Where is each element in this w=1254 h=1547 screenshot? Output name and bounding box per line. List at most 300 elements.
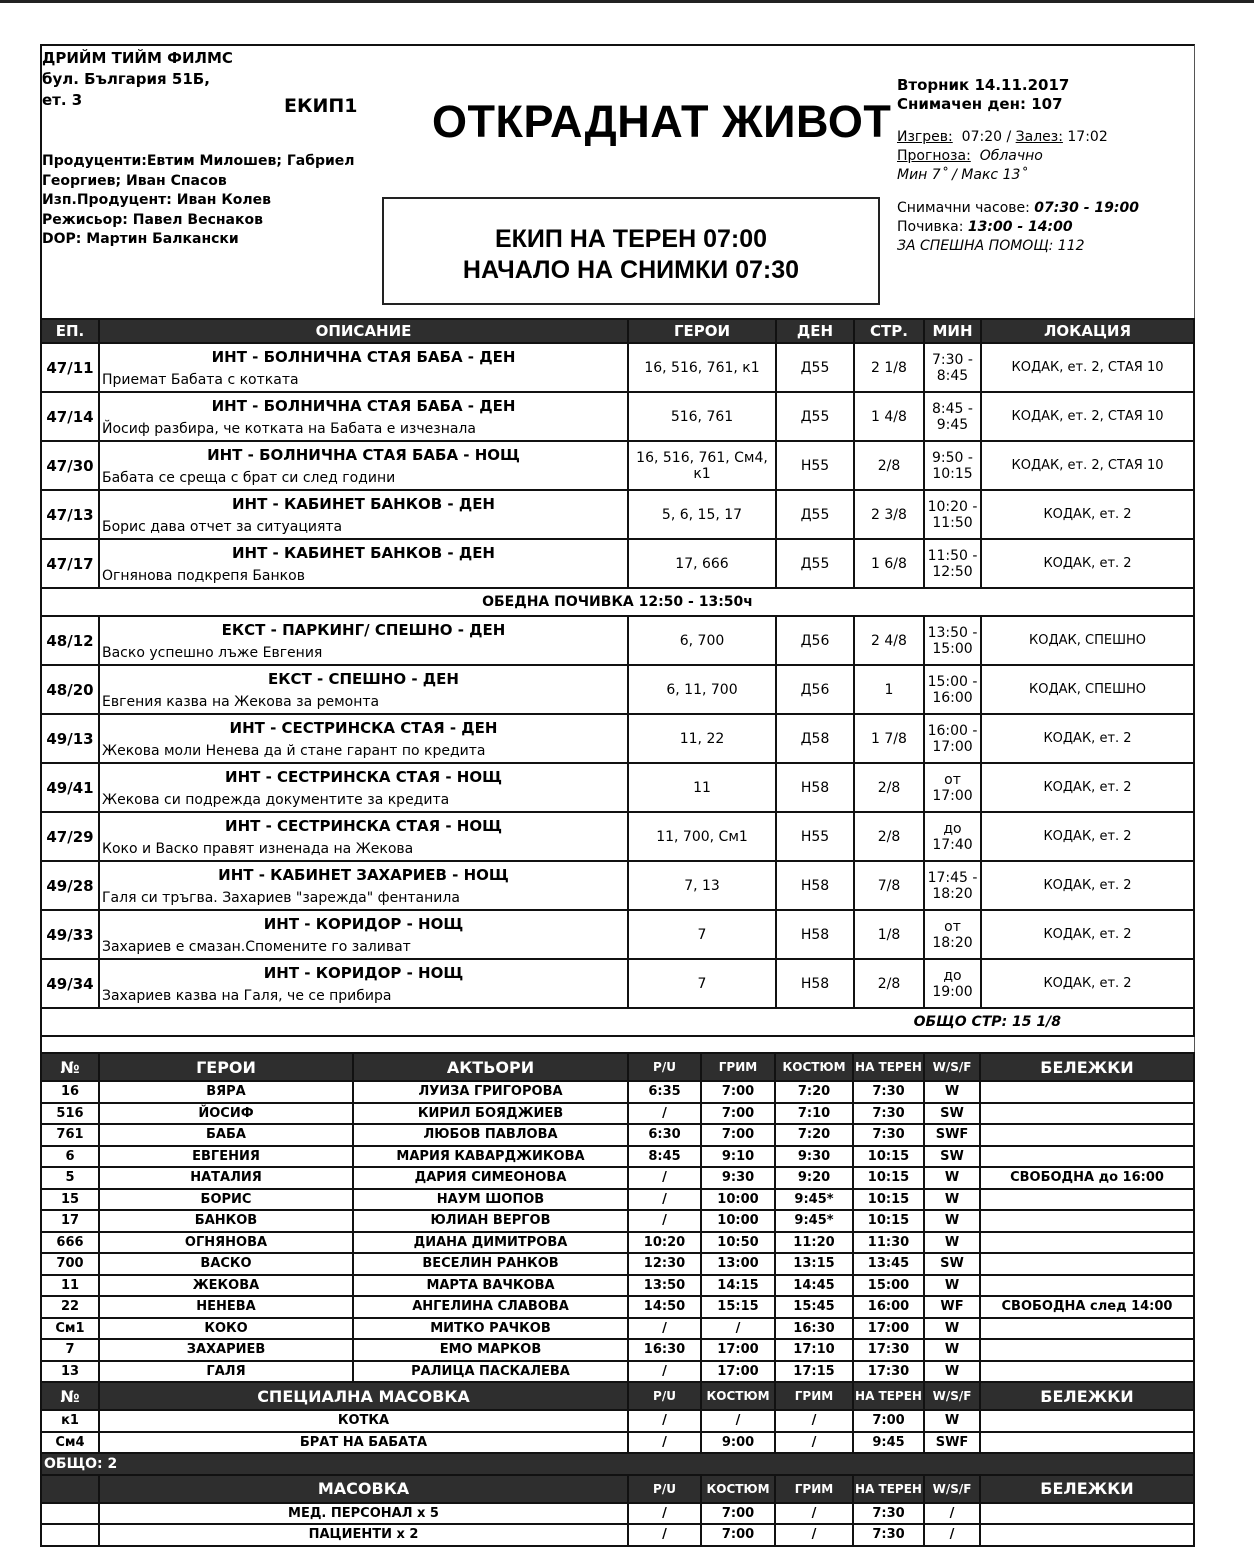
scene-row [41, 665, 1194, 714]
story-day: Д55 [776, 539, 854, 588]
special-extra-row [41, 1410, 1194, 1432]
lunch-break-label: ОБЕДНА ПОЧИВКА 12:50 - 13:50ч [41, 588, 1194, 616]
table-cell: SW [924, 1253, 980, 1275]
table-cell: 6:30 [628, 1124, 701, 1146]
column-header: НА ТЕРЕН [853, 1382, 924, 1410]
table-cell: W [924, 1232, 980, 1254]
table-cell: 9:45 [853, 1432, 924, 1454]
table-cell: 13:15 [775, 1253, 853, 1275]
table-cell: НАТАЛИЯ [99, 1167, 353, 1189]
scene-location: КОДАК, ет. 2 [981, 763, 1194, 812]
scene-time: 16:00 - 17:00 [924, 714, 981, 763]
cast-table [40, 1052, 1195, 1547]
scene-description [99, 714, 628, 763]
call-time-box [382, 197, 880, 305]
table-cell: / [628, 1210, 701, 1232]
cast-row [41, 1275, 1194, 1297]
scene-slugline: ИНТ - КАБИНЕТ БАНКОВ - ДЕН [232, 494, 495, 513]
scene-characters: 11, 700, См1 [628, 812, 776, 861]
table-cell: / [775, 1524, 853, 1546]
column-header: ГЕРОИ [99, 1053, 353, 1081]
table-cell: W [924, 1275, 980, 1297]
table-cell: / [628, 1432, 701, 1454]
story-day: Н55 [776, 441, 854, 490]
scene-synopsis: Приемат Бабата с котката [102, 371, 299, 388]
table-cell: 7:20 [775, 1124, 853, 1146]
table-cell: 13:00 [701, 1253, 775, 1275]
company-floor: ет. 3 [42, 91, 83, 109]
table-cell [41, 1503, 99, 1525]
table-cell: РАЛИЦА ПАСКАЛЕВА [353, 1361, 628, 1383]
story-day: Н58 [776, 763, 854, 812]
scene-characters: 16, 516, 761, к1 [628, 343, 776, 392]
scene-row [41, 616, 1194, 665]
column-header: № [41, 1053, 99, 1081]
table-cell: / [775, 1410, 853, 1432]
extra-row [41, 1503, 1194, 1525]
cast-row [41, 1232, 1194, 1254]
crew-label: ЕКИП1 [284, 95, 358, 117]
table-cell: 7:00 [701, 1503, 775, 1525]
table-cell: ДИАНА ДИМИТРОВА [353, 1232, 628, 1254]
table-cell [980, 1275, 1194, 1297]
column-header: МИН [924, 319, 981, 343]
cast-row [41, 1146, 1194, 1168]
table-cell: ВЕСЕЛИН РАНКОВ [353, 1253, 628, 1275]
table-cell: 5 [41, 1167, 99, 1189]
company-name: ДРИЙМ ТИЙМ ФИЛМС [42, 49, 233, 67]
table-cell: ЙОСИФ [99, 1103, 353, 1125]
table-cell: 17:30 [853, 1339, 924, 1361]
producers-block [42, 152, 372, 250]
extra-row [41, 1524, 1194, 1546]
episode-scene: 49/13 [41, 714, 99, 763]
total-pages-row [41, 1008, 1194, 1036]
table-cell: 9:20 [775, 1167, 853, 1189]
column-header: ГРИМ [775, 1382, 853, 1410]
table-cell: 10:50 [701, 1232, 775, 1254]
scene-row [41, 763, 1194, 812]
episode-scene: 49/28 [41, 861, 99, 910]
table-cell [980, 1232, 1194, 1254]
table-cell: 16 [41, 1081, 99, 1103]
dop: DOP: Мартин Балкански [42, 231, 239, 247]
table-cell: 7:30 [853, 1124, 924, 1146]
column-header: СПЕЦИАЛНА МАСОВКА [99, 1382, 628, 1410]
table-cell: 13:50 [628, 1275, 701, 1297]
column-header: БЕЛЕЖКИ [980, 1382, 1194, 1410]
scene-description [99, 490, 628, 539]
cast-row [41, 1318, 1194, 1340]
episode-scene: 49/41 [41, 763, 99, 812]
table-cell: ЗАХАРИЕВ [99, 1339, 353, 1361]
scene-synopsis: Огнянова подкрепя Банков [102, 567, 305, 584]
cast-row [41, 1296, 1194, 1318]
table-cell: W [924, 1339, 980, 1361]
table-cell: 516 [41, 1103, 99, 1125]
table-cell: 16:30 [628, 1339, 701, 1361]
table-cell: W [924, 1081, 980, 1103]
story-day: Д55 [776, 343, 854, 392]
table-cell: 10:00 [701, 1189, 775, 1211]
scene-time: 9:50 - 10:15 [924, 441, 981, 490]
table-header-row [41, 1053, 1194, 1081]
table-cell: БАБА [99, 1124, 353, 1146]
scene-description [99, 665, 628, 714]
table-cell [980, 1339, 1194, 1361]
scene-synopsis: Васко успешно лъже Евгения [102, 644, 323, 661]
table-cell: 16:00 [853, 1296, 924, 1318]
scene-location: КОДАК, ет. 2 [981, 812, 1194, 861]
table-cell: 17 [41, 1210, 99, 1232]
table-cell [980, 1103, 1194, 1125]
story-day: Д56 [776, 616, 854, 665]
scene-slugline: ИНТ - КАБИНЕТ БАНКОВ - ДЕН [232, 543, 495, 562]
table-cell: / [924, 1503, 980, 1525]
scene-time: 10:20 - 11:50 [924, 490, 981, 539]
table-cell: 7:30 [853, 1503, 924, 1525]
scene-time: до 17:40 [924, 812, 981, 861]
table-cell [980, 1081, 1194, 1103]
shoot-day: Снимачен ден: 107 [897, 95, 1063, 113]
scene-characters: 11, 22 [628, 714, 776, 763]
scene-location: КОДАК, СПЕШНО [981, 616, 1194, 665]
scene-characters: 7, 13 [628, 861, 776, 910]
scene-characters: 11 [628, 763, 776, 812]
table-cell: ЛУИЗА ГРИГОРОВА [353, 1081, 628, 1103]
table-cell: / [701, 1410, 775, 1432]
table-cell: 15:45 [775, 1296, 853, 1318]
table-cell: 10:15 [853, 1210, 924, 1232]
scene-characters: 17, 666 [628, 539, 776, 588]
scene-characters: 7 [628, 910, 776, 959]
special-extra-row [41, 1432, 1194, 1454]
column-header: КОСТЮМ [701, 1382, 775, 1410]
lunch-break-row [41, 588, 1194, 616]
table-header-row [41, 1475, 1194, 1503]
scene-row [41, 812, 1194, 861]
table-cell: 13 [41, 1361, 99, 1383]
scene-location: КОДАК, ет. 2 [981, 539, 1194, 588]
table-cell [980, 1146, 1194, 1168]
column-header: ОПИСАНИЕ [99, 319, 628, 343]
scene-synopsis: Бабата се среща с брат си след години [102, 469, 396, 486]
date: Вторник 14.11.2017 [897, 76, 1070, 94]
table-cell: / [924, 1524, 980, 1546]
table-cell: 761 [41, 1124, 99, 1146]
scene-synopsis: Йосиф разбира, че котката на Бабата е изчезнала [102, 420, 476, 437]
scene-slugline: ИНТ - КОРИДОР - НОЩ [263, 914, 464, 933]
scene-row [41, 861, 1194, 910]
table-cell: / [628, 1410, 701, 1432]
table-cell: 15:15 [701, 1296, 775, 1318]
column-header: СТР. [854, 319, 924, 343]
column-header: ГРИМ [775, 1475, 853, 1503]
scene-row [41, 441, 1194, 490]
table-cell: См4 [41, 1432, 99, 1454]
scene-row [41, 959, 1194, 1008]
scene-description [99, 343, 628, 392]
table-cell: 17:30 [853, 1361, 924, 1383]
table-cell [980, 1210, 1194, 1232]
table-cell [980, 1524, 1194, 1546]
episode-scene: 48/12 [41, 616, 99, 665]
episode-scene: 47/13 [41, 490, 99, 539]
table-cell: / [628, 1524, 701, 1546]
story-day: Д56 [776, 665, 854, 714]
column-header: P/U [628, 1053, 701, 1081]
episode-scene: 47/30 [41, 441, 99, 490]
column-header: ЛОКАЦИЯ [981, 319, 1194, 343]
column-header: КОСТЮМ [775, 1053, 853, 1081]
table-cell: ЕМО МАРКОВ [353, 1339, 628, 1361]
table-cell: КОКО [99, 1318, 353, 1340]
table-cell: / [775, 1432, 853, 1454]
table-cell: ПАЦИЕНТИ x 2 [99, 1524, 628, 1546]
scene-characters: 516, 761 [628, 392, 776, 441]
company-block [42, 48, 233, 111]
scene-synopsis: Жекова си подрежда документите за кредита [102, 791, 450, 808]
table-cell: W [924, 1361, 980, 1383]
scene-slugline: ИНТ - СЕСТРИНСКА СТАЯ - НОЩ [225, 816, 502, 835]
scene-slugline: ИНТ - БОЛНИЧНА СТАЯ БАБА - ДЕН [211, 396, 516, 415]
table-cell: 10:15 [853, 1167, 924, 1189]
scene-description [99, 861, 628, 910]
table-cell [980, 1253, 1194, 1275]
table-cell: 9:30 [701, 1167, 775, 1189]
scene-description [99, 392, 628, 441]
table-cell: 7:10 [775, 1103, 853, 1125]
table-cell: W [924, 1210, 980, 1232]
table-cell: WF [924, 1296, 980, 1318]
story-day: Д55 [776, 490, 854, 539]
scene-location: КОДАК, ет. 2 [981, 490, 1194, 539]
special-extras-total-row [41, 1453, 1194, 1475]
table-cell: 7:00 [701, 1524, 775, 1546]
table-cell: 7:00 [853, 1410, 924, 1432]
table-cell [980, 1189, 1194, 1211]
scene-time: 11:50 - 12:50 [924, 539, 981, 588]
scene-slugline: ИНТ - БОЛНИЧНА СТАЯ БАБА - ДЕН [211, 347, 516, 366]
scene-schedule-table [40, 318, 1195, 1037]
scene-synopsis: Борис дава отчет за ситуацията [102, 518, 343, 535]
scene-location: КОДАК, СПЕШНО [981, 665, 1194, 714]
table-cell [980, 1410, 1194, 1432]
column-header: W/S/F [924, 1053, 980, 1081]
table-cell [980, 1503, 1194, 1525]
scene-location: КОДАК, ет. 2, СТАЯ 10 [981, 343, 1194, 392]
scene-description [99, 616, 628, 665]
temperatures: Мин 7˚ / Макс 13˚ [897, 167, 1028, 183]
page-count: 2/8 [854, 441, 924, 490]
exec-producer: Изп.Продуцент: Иван Колев [42, 192, 272, 208]
table-cell: ЕВГЕНИЯ [99, 1146, 353, 1168]
cast-row [41, 1210, 1194, 1232]
column-header: КОСТЮМ [701, 1475, 775, 1503]
table-cell [980, 1318, 1194, 1340]
page-count: 2 1/8 [854, 343, 924, 392]
table-cell: SW [924, 1146, 980, 1168]
table-cell: БРАТ НА БАБАТА [99, 1432, 628, 1454]
story-day: Н58 [776, 959, 854, 1008]
page-count: 1 [854, 665, 924, 714]
scene-synopsis: Жекова моли Ненева да й стане гарант по кредита [102, 742, 486, 759]
table-cell: 9:45* [775, 1189, 853, 1211]
column-header: НА ТЕРЕН [853, 1053, 924, 1081]
scene-time: 8:45 - 9:45 [924, 392, 981, 441]
column-header: БЕЛЕЖКИ [980, 1053, 1194, 1081]
table-cell: СВОБОДНА след 14:00 [980, 1296, 1194, 1318]
cast-row [41, 1253, 1194, 1275]
table-cell: SWF [924, 1124, 980, 1146]
producers-line: Продуценти:Евтим Милошев; Габриел [42, 153, 355, 169]
table-cell: 10:20 [628, 1232, 701, 1254]
scene-slugline: ИНТ - БОЛНИЧНА СТАЯ БАБА - НОЩ [207, 445, 520, 464]
table-cell: КИРИЛ БОЯДЖИЕВ [353, 1103, 628, 1125]
page-count: 1 7/8 [854, 714, 924, 763]
company-address: бул. България 51Б, [42, 70, 210, 88]
table-cell: 11:20 [775, 1232, 853, 1254]
table-cell: / [628, 1103, 701, 1125]
scene-synopsis: Евгения казва на Жекова за ремонта [102, 693, 380, 710]
table-cell [980, 1432, 1194, 1454]
column-header: ГРИМ [701, 1053, 775, 1081]
page-count: 2 3/8 [854, 490, 924, 539]
scene-characters: 7 [628, 959, 776, 1008]
column-header: АКТЬОРИ [353, 1053, 628, 1081]
table-cell: 7:20 [775, 1081, 853, 1103]
table-cell: ОГНЯНОВА [99, 1232, 353, 1254]
table-cell [980, 1361, 1194, 1383]
scene-row [41, 343, 1194, 392]
page-count: 7/8 [854, 861, 924, 910]
column-header: ЕП. [41, 319, 99, 343]
top-bar [0, 0, 1254, 3]
table-cell: 17:10 [775, 1339, 853, 1361]
table-cell: SW [924, 1103, 980, 1125]
table-cell: 15 [41, 1189, 99, 1211]
scene-time: 15:00 - 16:00 [924, 665, 981, 714]
scene-characters: 6, 700 [628, 616, 776, 665]
table-cell: СВОБОДНА до 16:00 [980, 1167, 1194, 1189]
scene-slugline: ИНТ - КАБИНЕТ ЗАХАРИЕВ - НОЩ [218, 865, 509, 884]
table-cell: / [701, 1318, 775, 1340]
column-header: W/S/F [924, 1382, 980, 1410]
table-cell [980, 1124, 1194, 1146]
scene-row [41, 392, 1194, 441]
scene-characters: 5, 6, 15, 17 [628, 490, 776, 539]
table-cell: 16:30 [775, 1318, 853, 1340]
episode-scene: 47/29 [41, 812, 99, 861]
page-count: 2/8 [854, 812, 924, 861]
scene-location: КОДАК, ет. 2, СТАЯ 10 [981, 392, 1194, 441]
table-cell: ВАСКО [99, 1253, 353, 1275]
cast-row [41, 1361, 1194, 1383]
column-header: ГЕРОИ [628, 319, 776, 343]
scene-characters: 16, 516, 761, См4, к1 [628, 441, 776, 490]
table-cell: 22 [41, 1296, 99, 1318]
table-cell: / [628, 1318, 701, 1340]
table-cell: ДАРИЯ СИМЕОНОВА [353, 1167, 628, 1189]
episode-scene: 47/14 [41, 392, 99, 441]
scene-location: КОДАК, ет. 2 [981, 861, 1194, 910]
scene-row [41, 910, 1194, 959]
table-cell: 7:30 [853, 1524, 924, 1546]
table-cell: 7:00 [701, 1081, 775, 1103]
cast-row [41, 1167, 1194, 1189]
table-cell: 700 [41, 1253, 99, 1275]
column-header: W/S/F [924, 1475, 980, 1503]
table-cell: 10:15 [853, 1146, 924, 1168]
scene-description [99, 959, 628, 1008]
story-day: Д58 [776, 714, 854, 763]
scene-synopsis: Захариев казва на Галя, че се прибира [102, 987, 392, 1004]
table-cell: НАУМ ШОПОВ [353, 1189, 628, 1211]
scene-slugline: ИНТ - СЕСТРИНСКА СТАЯ - НОЩ [225, 767, 502, 786]
table-cell: 6:35 [628, 1081, 701, 1103]
scene-time: от 17:00 [924, 763, 981, 812]
episode-scene: 49/33 [41, 910, 99, 959]
table-cell: АНГЕЛИНА СЛАВОВА [353, 1296, 628, 1318]
cast-row [41, 1103, 1194, 1125]
scene-row [41, 490, 1194, 539]
table-cell: КОТКА [99, 1410, 628, 1432]
producers-line: Георгиев; Иван Спасов [42, 172, 227, 189]
table-cell: 17:00 [701, 1339, 775, 1361]
forecast: Прогноза: Облачно [897, 148, 1043, 164]
cast-row [41, 1339, 1194, 1361]
total-pages: ОБЩО СТР: 15 1/8 [41, 1008, 1194, 1036]
special-extras-total: ОБЩО: 2 [41, 1453, 1194, 1475]
crew-call: ЕКИП НА ТЕРЕН 07:00 [494, 225, 768, 253]
table-cell: 14:45 [775, 1275, 853, 1297]
table-cell: 7:30 [853, 1081, 924, 1103]
table-cell: 11:30 [853, 1232, 924, 1254]
episode-scene: 48/20 [41, 665, 99, 714]
table-cell: 17:00 [701, 1361, 775, 1383]
table-cell: 9:00 [701, 1432, 775, 1454]
scene-time: от 18:20 [924, 910, 981, 959]
episode-scene: 49/34 [41, 959, 99, 1008]
table-cell: 7:00 [701, 1103, 775, 1125]
table-cell: БАНКОВ [99, 1210, 353, 1232]
table-cell: W [924, 1167, 980, 1189]
story-day: Н58 [776, 910, 854, 959]
column-header: БЕЛЕЖКИ [980, 1475, 1194, 1503]
scene-time: 17:45 - 18:20 [924, 861, 981, 910]
table-cell: 8:45 [628, 1146, 701, 1168]
scene-location: КОДАК, ет. 2 [981, 714, 1194, 763]
table-cell: 14:50 [628, 1296, 701, 1318]
story-day: Н58 [776, 861, 854, 910]
scene-time: 7:30 - 8:45 [924, 343, 981, 392]
table-cell: ВЯРА [99, 1081, 353, 1103]
table-cell: БОРИС [99, 1189, 353, 1211]
column-header: НА ТЕРЕН [853, 1475, 924, 1503]
cast-row [41, 1081, 1194, 1103]
scene-time: до 19:00 [924, 959, 981, 1008]
column-header: P/U [628, 1475, 701, 1503]
table-cell: 7:00 [701, 1124, 775, 1146]
table-cell [41, 1524, 99, 1546]
table-cell: к1 [41, 1410, 99, 1432]
table-cell: МЕД. ПЕРСОНАЛ x 5 [99, 1503, 628, 1525]
table-cell: 17:00 [853, 1318, 924, 1340]
scene-description [99, 441, 628, 490]
break-hours: Почивка: 13:00 - 14:00 [897, 219, 1073, 235]
scene-slugline: ЕКСТ - СПЕШНО - ДЕН [268, 669, 459, 688]
table-cell: / [628, 1167, 701, 1189]
